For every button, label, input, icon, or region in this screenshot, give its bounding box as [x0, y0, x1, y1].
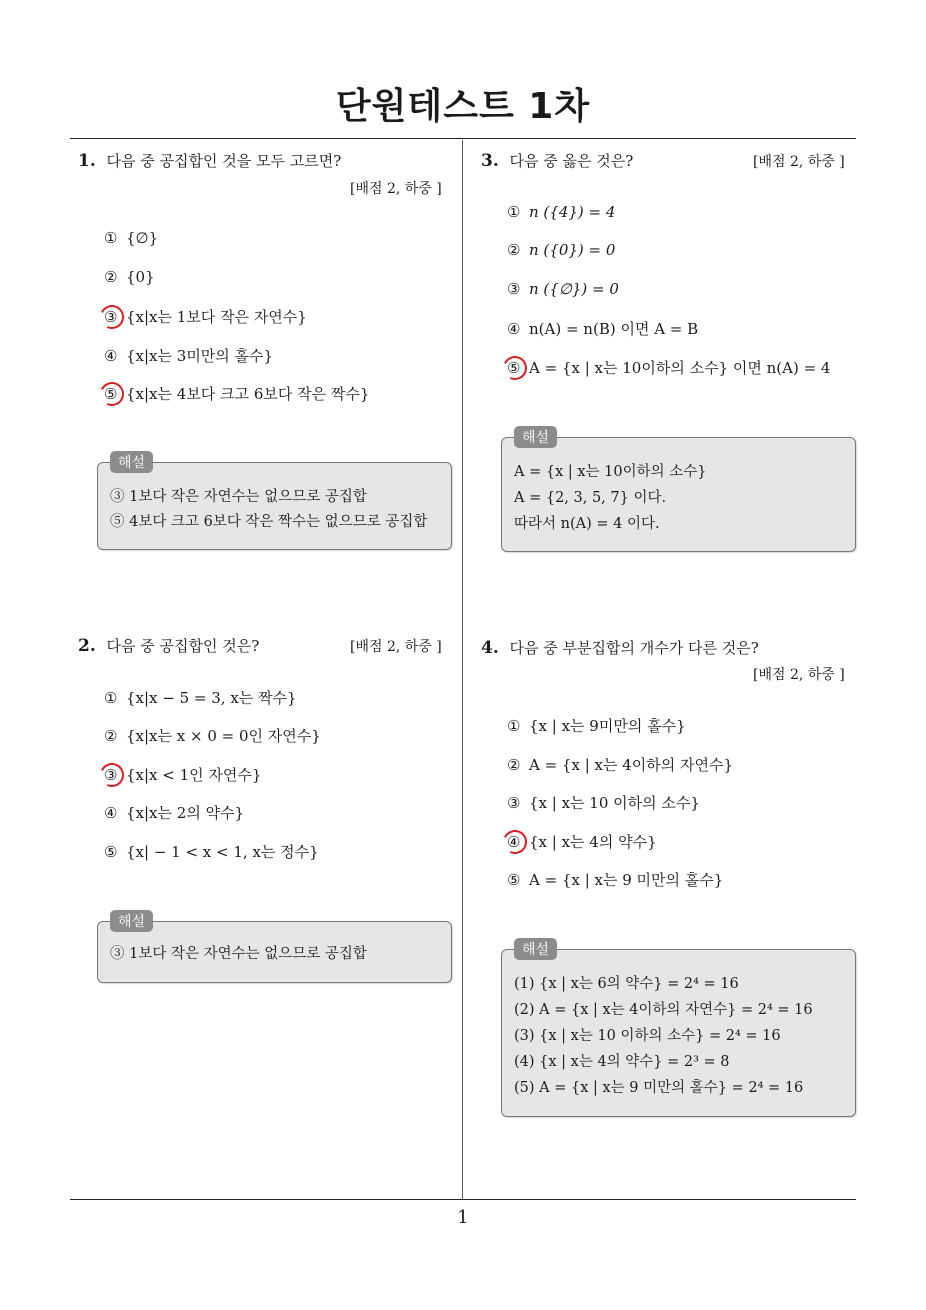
q3-option-3-text: n ({∅}) = 0	[529, 280, 619, 298]
q1-header	[78, 150, 341, 171]
q3-explanation-box	[501, 430, 856, 552]
q2-explanation-line: ③ 1보다 작은 자연수는 없으므로 공집합	[110, 946, 367, 962]
q4-number: 4.	[481, 638, 499, 658]
q2-meta: [배점 2, 하중 ]	[350, 639, 442, 655]
q4-option-5-mark: ⑤	[507, 871, 521, 889]
q1-option-4-text: {x|x는 3미만의 홀수}	[126, 347, 274, 365]
q4-header	[481, 637, 759, 658]
q1-option-1[interactable]	[104, 229, 158, 247]
answer-circle-icon	[97, 760, 128, 791]
q3-explanation-line: 따라서 n(A) = 4 이다.	[514, 516, 660, 532]
q2-explanation-tag: 해설	[110, 910, 153, 932]
q3-meta: [배점 2, 하중 ]	[753, 154, 845, 170]
q4-option-4[interactable]	[507, 831, 657, 852]
q4-option-3[interactable]	[507, 792, 700, 813]
q1-explanation-box	[97, 455, 452, 550]
q1-number: 1.	[78, 151, 96, 171]
q4-option-2-text: A = {x | x는 4이하의 자연수}	[529, 756, 734, 774]
q3-option-4-text: n(A) = n(B) 이면 A = B	[529, 320, 699, 338]
q2-option-5-mark: ⑤	[104, 843, 118, 861]
q2-option-2-text: {x|x는 x × 0 = 0인 자연수}	[126, 727, 321, 745]
q3-explanation-line: A = {x | x는 10이하의 소수}	[514, 464, 707, 480]
q1-option-3-text: {x|x는 1보다 작은 자연수}	[126, 308, 307, 326]
q2-header	[78, 635, 259, 656]
q3-option-1-text: n ({4}) = 4	[529, 203, 616, 221]
q3-option-5-text: A = {x | x는 10이하의 소수} 이면 n(A) = 4	[529, 359, 831, 377]
q2-text: 다음 중 공집합인 것은?	[106, 637, 260, 655]
q4-option-1-text: {x | x는 9미만의 홀수}	[529, 717, 686, 735]
q4-meta: [배점 2, 하중 ]	[753, 667, 845, 683]
q1-option-5-text: {x|x는 4보다 크고 6보다 작은 짝수}	[126, 385, 370, 403]
q1-text: 다음 중 공집합인 것을 모두 고르면?	[106, 152, 342, 170]
q2-option-3[interactable]	[104, 764, 261, 785]
q2-option-1-text: {x|x − 5 = 3, x는 짝수}	[126, 689, 297, 707]
q3-option-1[interactable]	[507, 203, 615, 221]
q3-option-2-text: n ({0}) = 0	[529, 241, 616, 259]
q1-option-2-mark: ②	[104, 268, 118, 286]
q3-option-4-mark: ④	[507, 320, 521, 338]
q3-option-5-mark: ⑤	[507, 359, 521, 377]
q2-option-4-mark: ④	[104, 804, 118, 822]
q3-explanation-line: A = {2, 3, 5, 7} 이다.	[514, 490, 667, 506]
q4-explanation-line: (5) A = {x | x는 9 미만의 홀수} = 2⁴ = 16	[514, 1080, 804, 1096]
q4-explanation-tag: 해설	[514, 938, 557, 960]
answer-circle-icon	[500, 353, 531, 384]
q1-option-4[interactable]	[104, 345, 273, 366]
q1-option-5-mark: ⑤	[104, 385, 118, 403]
q1-option-3[interactable]	[104, 306, 307, 327]
q1-option-1-mark: ①	[104, 229, 118, 247]
q3-number: 3.	[481, 151, 499, 171]
q1-option-4-mark: ④	[104, 347, 118, 365]
q3-text: 다음 중 옳은 것은?	[509, 152, 634, 170]
q2-option-5-text: {x| − 1 < x < 1, x는 정수}	[126, 843, 319, 861]
q1-meta: [배점 2, 하중 ]	[350, 181, 442, 197]
q3-option-5[interactable]	[507, 357, 830, 378]
q4-explanation-line: (3) {x | x는 10 이하의 소수} = 2⁴ = 16	[514, 1028, 781, 1044]
q2-option-2-mark: ②	[104, 727, 118, 745]
page-title: 단원테스트 1차	[335, 86, 591, 127]
q1-option-3-mark: ③	[104, 308, 118, 326]
q4-option-4-mark: ④	[507, 833, 521, 851]
q1-explanation-tag: 해설	[110, 451, 153, 473]
q1-option-2-text: {0}	[126, 268, 155, 286]
q4-option-5-text: A = {x | x는 9 미만의 홀수}	[529, 871, 724, 889]
q1-option-2[interactable]	[104, 268, 155, 286]
q4-option-1[interactable]	[507, 715, 686, 736]
q3-option-4[interactable]	[507, 318, 698, 339]
q4-explanation-box	[501, 942, 856, 1117]
q3-explanation-tag: 해설	[514, 426, 557, 448]
q3-option-3[interactable]	[507, 280, 619, 298]
q2-option-3-text: {x|x < 1인 자연수}	[126, 766, 262, 784]
q4-option-2-mark: ②	[507, 756, 521, 774]
q1-option-1-text: {∅}	[126, 229, 159, 247]
q3-option-2-mark: ②	[507, 241, 521, 259]
q3-option-1-mark: ①	[507, 203, 521, 221]
q2-explanation-box	[97, 914, 452, 983]
q4-option-3-text: {x | x는 10 이하의 소수}	[529, 794, 700, 812]
q3-option-3-mark: ③	[507, 280, 521, 298]
q4-option-1-mark: ①	[507, 717, 521, 735]
q2-option-5[interactable]	[104, 841, 319, 862]
q2-number: 2.	[78, 636, 96, 656]
q2-option-2[interactable]	[104, 725, 321, 746]
answer-circle-icon	[97, 302, 128, 333]
page-number: 1	[457, 1207, 469, 1228]
q1-option-5[interactable]	[104, 383, 369, 404]
q3-option-2[interactable]	[507, 241, 615, 259]
q2-option-3-mark: ③	[104, 766, 118, 784]
q2-option-1-mark: ①	[104, 689, 118, 707]
q4-explanation-line: (1) {x | x는 6의 약수} = 2⁴ = 16	[514, 976, 739, 992]
q4-option-4-text: {x | x는 4의 약수}	[529, 833, 657, 851]
q2-option-1[interactable]	[104, 687, 297, 708]
q4-explanation-line: (2) A = {x | x는 4이하의 자연수} = 2⁴ = 16	[514, 1002, 813, 1018]
q1-explanation-line: ③ 1보다 작은 자연수는 없으므로 공집합	[110, 489, 367, 505]
answer-circle-icon	[500, 827, 531, 858]
q4-text: 다음 중 부분집합의 개수가 다른 것은?	[509, 639, 759, 657]
q4-option-2[interactable]	[507, 754, 733, 775]
top-rule	[70, 138, 856, 139]
q2-option-4[interactable]	[104, 802, 244, 823]
column-divider	[462, 140, 463, 1200]
q4-option-5[interactable]	[507, 869, 723, 890]
q4-explanation-line: (4) {x | x는 4의 약수} = 2³ = 8	[514, 1054, 730, 1070]
bottom-rule	[70, 1199, 856, 1200]
answer-circle-icon	[97, 379, 128, 410]
q4-option-3-mark: ③	[507, 794, 521, 812]
q1-explanation-line: ⑤ 4보다 크고 6보다 작은 짝수는 없으므로 공집합	[110, 514, 428, 530]
q2-option-4-text: {x|x는 2의 약수}	[126, 804, 245, 822]
q3-header	[481, 150, 633, 171]
